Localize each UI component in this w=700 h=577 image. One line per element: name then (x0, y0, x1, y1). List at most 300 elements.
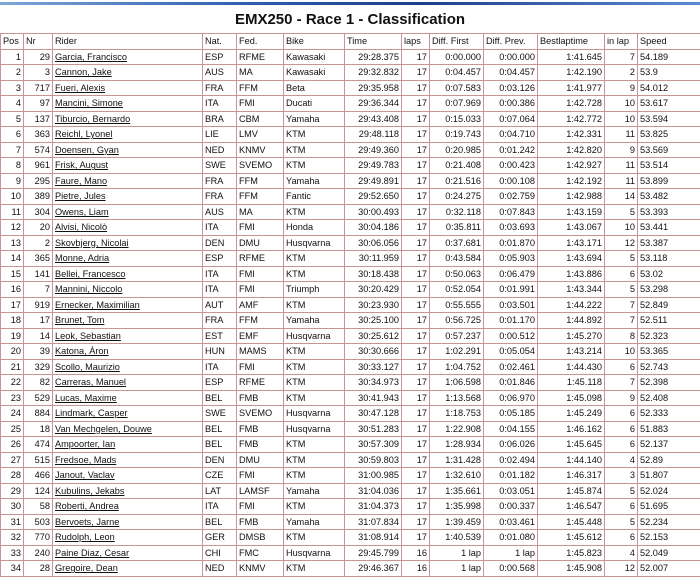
cell-speed: 53.441 (638, 220, 700, 236)
cell-diff-prev: 0:00.337 (484, 499, 538, 515)
cell-time: 29:52.650 (345, 189, 402, 205)
cell-nr: 20 (24, 220, 53, 236)
cell-time: 29:43.408 (345, 111, 402, 127)
cell-bestlaptime: 1:46.317 (538, 468, 605, 484)
cell-nat: CHI (203, 545, 237, 561)
table-row (1, 421, 700, 437)
cell-diff-first: 0:19.743 (430, 127, 484, 143)
column-header-laps: laps (402, 34, 430, 50)
cell-pos: 24 (1, 406, 24, 422)
cell-diff-prev: 0:01.870 (484, 235, 538, 251)
cell-nr: 295 (24, 173, 53, 189)
cell-nat: DEN (203, 235, 237, 251)
cell-speed: 53.387 (638, 235, 700, 251)
cell-diff-first: 1:28.934 (430, 437, 484, 453)
cell-diff-prev: 0:03.461 (484, 514, 538, 530)
cell-in-lap: 8 (605, 328, 638, 344)
column-header-time: Time (345, 34, 402, 50)
cell-in-lap: 6 (605, 359, 638, 375)
cell-bike: Yamaha (284, 514, 345, 530)
cell-nat: ITA (203, 499, 237, 515)
cell-bike: Ducati (284, 96, 345, 112)
rider-name-link[interactable]: Carreras, Manuel (53, 375, 203, 391)
cell-time: 30:34.973 (345, 375, 402, 391)
cell-nat: EST (203, 328, 237, 344)
table-row (1, 468, 700, 484)
cell-diff-first: 0:43.584 (430, 251, 484, 267)
cell-diff-first: 1:39.459 (430, 514, 484, 530)
cell-bestlaptime: 1:45.612 (538, 530, 605, 546)
cell-in-lap: 10 (605, 96, 638, 112)
cell-bike: Yamaha (284, 111, 345, 127)
cell-speed: 53.393 (638, 204, 700, 220)
cell-laps: 17 (402, 375, 430, 391)
cell-speed: 54.189 (638, 49, 700, 65)
cell-diff-prev: 0:00.386 (484, 96, 538, 112)
cell-bestlaptime: 1:43.694 (538, 251, 605, 267)
table-row (1, 499, 700, 515)
cell-diff-prev: 0:01.080 (484, 530, 538, 546)
cell-fed: FFM (237, 173, 284, 189)
cell-time: 30:25.612 (345, 328, 402, 344)
cell-nat: AUT (203, 297, 237, 313)
rider-name-link[interactable]: Garcia, Francisco (53, 49, 203, 65)
cell-speed: 52.323 (638, 328, 700, 344)
table-row (1, 158, 700, 174)
cell-speed: 52.137 (638, 437, 700, 453)
cell-fed: MA (237, 204, 284, 220)
rider-name-link[interactable]: Ampoorter, Ian (53, 437, 203, 453)
table-row (1, 359, 700, 375)
cell-nat: BEL (203, 437, 237, 453)
cell-nr: 474 (24, 437, 53, 453)
cell-diff-prev: 1 lap (484, 545, 538, 561)
cell-diff-prev: 0:03.051 (484, 483, 538, 499)
cell-diff-first: 0:32.118 (430, 204, 484, 220)
cell-laps: 17 (402, 468, 430, 484)
rider-name-link[interactable]: Skovbjerg, Nicolai (53, 235, 203, 251)
cell-nr: 466 (24, 468, 53, 484)
cell-nat: DEN (203, 452, 237, 468)
cell-in-lap: 14 (605, 189, 638, 205)
table-body (1, 49, 700, 576)
cell-laps: 17 (402, 452, 430, 468)
cell-fed: FFM (237, 313, 284, 329)
cell-bestlaptime: 1:45.908 (538, 561, 605, 577)
cell-time: 30:06.056 (345, 235, 402, 251)
cell-diff-prev: 0:01.846 (484, 375, 538, 391)
cell-time: 30:33.127 (345, 359, 402, 375)
cell-diff-prev: 0:03.693 (484, 220, 538, 236)
cell-bestlaptime: 1:42.820 (538, 142, 605, 158)
rider-name-link[interactable]: Monne, Adria (53, 251, 203, 267)
cell-in-lap: 10 (605, 220, 638, 236)
cell-fed: DMSB (237, 530, 284, 546)
cell-bestlaptime: 1:43.214 (538, 344, 605, 360)
cell-fed: MA (237, 65, 284, 81)
cell-bestlaptime: 1:45.823 (538, 545, 605, 561)
cell-bike: Kawasaki (284, 49, 345, 65)
cell-nr: 28 (24, 561, 53, 577)
cell-fed: DMU (237, 235, 284, 251)
cell-nat: AUS (203, 65, 237, 81)
cell-in-lap: 7 (605, 49, 638, 65)
cell-diff-first: 1:35.661 (430, 483, 484, 499)
cell-nr: 389 (24, 189, 53, 205)
cell-laps: 17 (402, 173, 430, 189)
cell-bike: KTM (284, 251, 345, 267)
cell-nat: GER (203, 530, 237, 546)
cell-diff-first: 0:04.457 (430, 65, 484, 81)
cell-nr: 304 (24, 204, 53, 220)
cell-pos: 27 (1, 452, 24, 468)
cell-speed: 52.024 (638, 483, 700, 499)
rider-name-link[interactable]: Tiburcio, Bernardo (53, 111, 203, 127)
cell-nat: HUN (203, 344, 237, 360)
cell-bestlaptime: 1:45.874 (538, 483, 605, 499)
cell-speed: 52.743 (638, 359, 700, 375)
cell-bestlaptime: 1:42.331 (538, 127, 605, 143)
cell-speed: 52.333 (638, 406, 700, 422)
cell-speed: 52.007 (638, 561, 700, 577)
cell-nr: 17 (24, 313, 53, 329)
cell-laps: 17 (402, 313, 430, 329)
cell-time: 30:30.666 (345, 344, 402, 360)
table-row (1, 530, 700, 546)
rider-name-link[interactable]: Ernecker, Maximilian (53, 297, 203, 313)
cell-fed: RFME (237, 375, 284, 391)
cell-bike: KTM (284, 452, 345, 468)
rider-name-link[interactable]: Bellei, Francesco (53, 266, 203, 282)
cell-diff-prev: 0:04.155 (484, 421, 538, 437)
column-header-speed: Speed (638, 34, 700, 50)
cell-bike: KTM (284, 344, 345, 360)
cell-diff-first: 1:18.753 (430, 406, 484, 422)
cell-laps: 16 (402, 545, 430, 561)
cell-nr: 82 (24, 375, 53, 391)
cell-bike: Husqvarna (284, 328, 345, 344)
cell-laps: 17 (402, 406, 430, 422)
cell-bestlaptime: 1:41.645 (538, 49, 605, 65)
cell-speed: 51.695 (638, 499, 700, 515)
rider-name-link[interactable]: Scollo, Maurizio (53, 359, 203, 375)
cell-fed: FMB (237, 514, 284, 530)
table-header-row (1, 34, 700, 50)
cell-nr: 574 (24, 142, 53, 158)
cell-diff-prev: 0:02.494 (484, 452, 538, 468)
cell-bike: Husqvarna (284, 406, 345, 422)
cell-nr: 18 (24, 421, 53, 437)
cell-nr: 58 (24, 499, 53, 515)
cell-pos: 21 (1, 359, 24, 375)
rider-name-link[interactable]: Mancini, Simone (53, 96, 203, 112)
cell-diff-prev: 0:01.170 (484, 313, 538, 329)
cell-time: 29:35.958 (345, 80, 402, 96)
cell-fed: FMB (237, 390, 284, 406)
cell-laps: 17 (402, 282, 430, 298)
cell-pos: 16 (1, 282, 24, 298)
cell-time: 30:00.493 (345, 204, 402, 220)
cell-speed: 53.118 (638, 251, 700, 267)
cell-in-lap: 6 (605, 530, 638, 546)
cell-bestlaptime: 1:44.892 (538, 313, 605, 329)
cell-bike: Husqvarna (284, 421, 345, 437)
cell-laps: 17 (402, 220, 430, 236)
cell-diff-first: 0:00.000 (430, 49, 484, 65)
cell-nat: ESP (203, 375, 237, 391)
cell-pos: 12 (1, 220, 24, 236)
rider-name-link[interactable]: Mannini, Niccolo (53, 282, 203, 298)
cell-in-lap: 3 (605, 468, 638, 484)
cell-laps: 17 (402, 297, 430, 313)
cell-bike: Yamaha (284, 483, 345, 499)
cell-time: 30:51.283 (345, 421, 402, 437)
cell-fed: SVEMO (237, 406, 284, 422)
cell-fed: LMV (237, 127, 284, 143)
cell-in-lap: 6 (605, 421, 638, 437)
rider-name-link[interactable]: Lindmark, Casper (53, 406, 203, 422)
cell-in-lap: 7 (605, 297, 638, 313)
table-row (1, 390, 700, 406)
cell-bestlaptime: 1:45.118 (538, 375, 605, 391)
rider-name-link[interactable]: Gregoire, Dean (53, 561, 203, 577)
cell-fed: RFME (237, 251, 284, 267)
cell-nat: ESP (203, 49, 237, 65)
cell-nat: LAT (203, 483, 237, 499)
rider-name-link[interactable]: Katona, Áron (53, 344, 203, 360)
cell-pos: 17 (1, 297, 24, 313)
cell-in-lap: 4 (605, 452, 638, 468)
cell-speed: 53.514 (638, 158, 700, 174)
cell-in-lap: 5 (605, 282, 638, 298)
cell-time: 29:49.360 (345, 142, 402, 158)
cell-pos: 1 (1, 49, 24, 65)
cell-diff-prev: 0:01.991 (484, 282, 538, 298)
rider-name-link[interactable]: Reichl, Lyonel (53, 127, 203, 143)
cell-nat: ITA (203, 282, 237, 298)
cell-bestlaptime: 1:43.067 (538, 220, 605, 236)
table-row (1, 235, 700, 251)
cell-time: 31:08.914 (345, 530, 402, 546)
cell-bestlaptime: 1:46.162 (538, 421, 605, 437)
cell-fed: RFME (237, 49, 284, 65)
cell-pos: 22 (1, 375, 24, 391)
cell-diff-first: 1:35.998 (430, 499, 484, 515)
cell-in-lap: 7 (605, 375, 638, 391)
cell-nr: 124 (24, 483, 53, 499)
cell-in-lap: 4 (605, 545, 638, 561)
cell-nat: BRA (203, 111, 237, 127)
cell-time: 30:11.959 (345, 251, 402, 267)
cell-bestlaptime: 1:45.098 (538, 390, 605, 406)
cell-laps: 17 (402, 142, 430, 158)
cell-time: 30:59.803 (345, 452, 402, 468)
table-row (1, 80, 700, 96)
rider-name-link[interactable]: Faure, Mano (53, 173, 203, 189)
cell-bike: KTM (284, 359, 345, 375)
cell-pos: 13 (1, 235, 24, 251)
cell-nat: FRA (203, 80, 237, 96)
cell-in-lap: 11 (605, 158, 638, 174)
cell-laps: 17 (402, 251, 430, 267)
cell-in-lap: 5 (605, 251, 638, 267)
cell-diff-prev: 0:00.423 (484, 158, 538, 174)
cell-pos: 23 (1, 390, 24, 406)
rider-name-link[interactable]: Fueri, Alexis (53, 80, 203, 96)
rider-name-link[interactable]: Kubulins, Jekabs (53, 483, 203, 499)
rider-name-link[interactable]: Lucas, Maxime (53, 390, 203, 406)
cell-speed: 53.617 (638, 96, 700, 112)
classification-table (0, 33, 700, 577)
column-header-bestlaptime: Bestlaptime (538, 34, 605, 50)
cell-speed: 53.569 (638, 142, 700, 158)
rider-name-link[interactable]: Leok, Sebastian (53, 328, 203, 344)
cell-bike: KTM (284, 468, 345, 484)
cell-bike: KTM (284, 375, 345, 391)
cell-bike: KTM (284, 142, 345, 158)
cell-diff-first: 1:06.598 (430, 375, 484, 391)
cell-speed: 53.482 (638, 189, 700, 205)
rider-name-link[interactable]: Bervoets, Jarne (53, 514, 203, 530)
cell-in-lap: 12 (605, 561, 638, 577)
cell-time: 29:32.832 (345, 65, 402, 81)
cell-nr: 14 (24, 328, 53, 344)
cell-diff-prev: 0:02.461 (484, 359, 538, 375)
cell-laps: 17 (402, 127, 430, 143)
cell-time: 29:28.375 (345, 49, 402, 65)
cell-in-lap: 12 (605, 235, 638, 251)
cell-laps: 17 (402, 80, 430, 96)
cell-bestlaptime: 1:43.171 (538, 235, 605, 251)
cell-pos: 4 (1, 96, 24, 112)
rider-name-link[interactable]: Cannon, Jake (53, 65, 203, 81)
cell-fed: FMI (237, 96, 284, 112)
table-row (1, 406, 700, 422)
cell-laps: 17 (402, 499, 430, 515)
table-row (1, 96, 700, 112)
column-header-diff-first: Diff. First (430, 34, 484, 50)
rider-name-link[interactable]: Pietre, Jules (53, 189, 203, 205)
cell-pos: 28 (1, 468, 24, 484)
column-header-bike: Bike (284, 34, 345, 50)
cell-time: 31:07.834 (345, 514, 402, 530)
cell-bestlaptime: 1:41.977 (538, 80, 605, 96)
rider-name-link[interactable]: Owens, Liam (53, 204, 203, 220)
cell-diff-first: 0:50.063 (430, 266, 484, 282)
table-row (1, 452, 700, 468)
cell-nat: ITA (203, 359, 237, 375)
cell-time: 29:45.799 (345, 545, 402, 561)
rider-name-link[interactable]: Rudolph, Leon (53, 530, 203, 546)
cell-diff-first: 1:32.610 (430, 468, 484, 484)
cell-in-lap: 2 (605, 65, 638, 81)
rider-name-link[interactable]: Doensen, Gyan (53, 142, 203, 158)
cell-bike: Kawasaki (284, 65, 345, 81)
cell-nat: FRA (203, 313, 237, 329)
cell-diff-first: 0:56.725 (430, 313, 484, 329)
cell-nat: NED (203, 142, 237, 158)
cell-diff-prev: 0:07.064 (484, 111, 538, 127)
cell-in-lap: 7 (605, 313, 638, 329)
rider-name-link[interactable]: Frisk, August (53, 158, 203, 174)
cell-laps: 16 (402, 561, 430, 577)
cell-nat: FRA (203, 189, 237, 205)
cell-diff-first: 0:55.555 (430, 297, 484, 313)
table-row (1, 561, 700, 577)
cell-bestlaptime: 1:43.886 (538, 266, 605, 282)
table-row (1, 220, 700, 236)
cell-nat: BEL (203, 514, 237, 530)
cell-pos: 30 (1, 499, 24, 515)
cell-bestlaptime: 1:42.772 (538, 111, 605, 127)
table-row (1, 437, 700, 453)
rider-name-link[interactable]: Brunet, Tom (53, 313, 203, 329)
cell-nr: 329 (24, 359, 53, 375)
cell-fed: FMB (237, 437, 284, 453)
cell-diff-first: 0:21.516 (430, 173, 484, 189)
table-row (1, 111, 700, 127)
cell-bestlaptime: 1:45.645 (538, 437, 605, 453)
cell-fed: FMC (237, 545, 284, 561)
cell-diff-first: 0:35.811 (430, 220, 484, 236)
cell-speed: 53.365 (638, 344, 700, 360)
table-row (1, 251, 700, 267)
cell-diff-prev: 0:06.970 (484, 390, 538, 406)
cell-pos: 34 (1, 561, 24, 577)
cell-bestlaptime: 1:45.270 (538, 328, 605, 344)
cell-pos: 3 (1, 80, 24, 96)
cell-diff-first: 0:57.237 (430, 328, 484, 344)
table-row (1, 483, 700, 499)
cell-nat: ITA (203, 96, 237, 112)
cell-in-lap: 11 (605, 127, 638, 143)
cell-nr: 2 (24, 235, 53, 251)
cell-speed: 53.9 (638, 65, 700, 81)
rider-name-link[interactable]: Roberti, Andrea (53, 499, 203, 515)
cell-diff-prev: 0:07.843 (484, 204, 538, 220)
cell-speed: 53.298 (638, 282, 700, 298)
cell-diff-prev: 0:01.182 (484, 468, 538, 484)
rider-name-link[interactable]: Paine Diaz, Cesar (53, 545, 203, 561)
cell-nr: 3 (24, 65, 53, 81)
table-row (1, 313, 700, 329)
rider-name-link[interactable]: Fredsoe, Mads (53, 452, 203, 468)
rider-name-link[interactable]: Janout, Vaclav (53, 468, 203, 484)
cell-nat: BEL (203, 421, 237, 437)
table-row (1, 545, 700, 561)
cell-pos: 32 (1, 530, 24, 546)
cell-bike: KTM (284, 530, 345, 546)
cell-nat: BEL (203, 390, 237, 406)
cell-diff-first: 0:07.969 (430, 96, 484, 112)
table-row (1, 189, 700, 205)
cell-nat: CZE (203, 468, 237, 484)
cell-speed: 53.899 (638, 173, 700, 189)
rider-name-link[interactable]: Van Mechgelen, Douwe (53, 421, 203, 437)
cell-time: 30:41.943 (345, 390, 402, 406)
cell-diff-prev: 0:05.054 (484, 344, 538, 360)
cell-bike: Fantic (284, 189, 345, 205)
cell-diff-first: 1:22.908 (430, 421, 484, 437)
cell-time: 29:49.891 (345, 173, 402, 189)
rider-name-link[interactable]: Alvisi, Nicolò (53, 220, 203, 236)
column-header-diff-prev: Diff. Prev. (484, 34, 538, 50)
cell-time: 30:04.186 (345, 220, 402, 236)
cell-bike: Husqvarna (284, 235, 345, 251)
cell-bike: KTM (284, 561, 345, 577)
cell-time: 29:36.344 (345, 96, 402, 112)
cell-fed: FMI (237, 499, 284, 515)
